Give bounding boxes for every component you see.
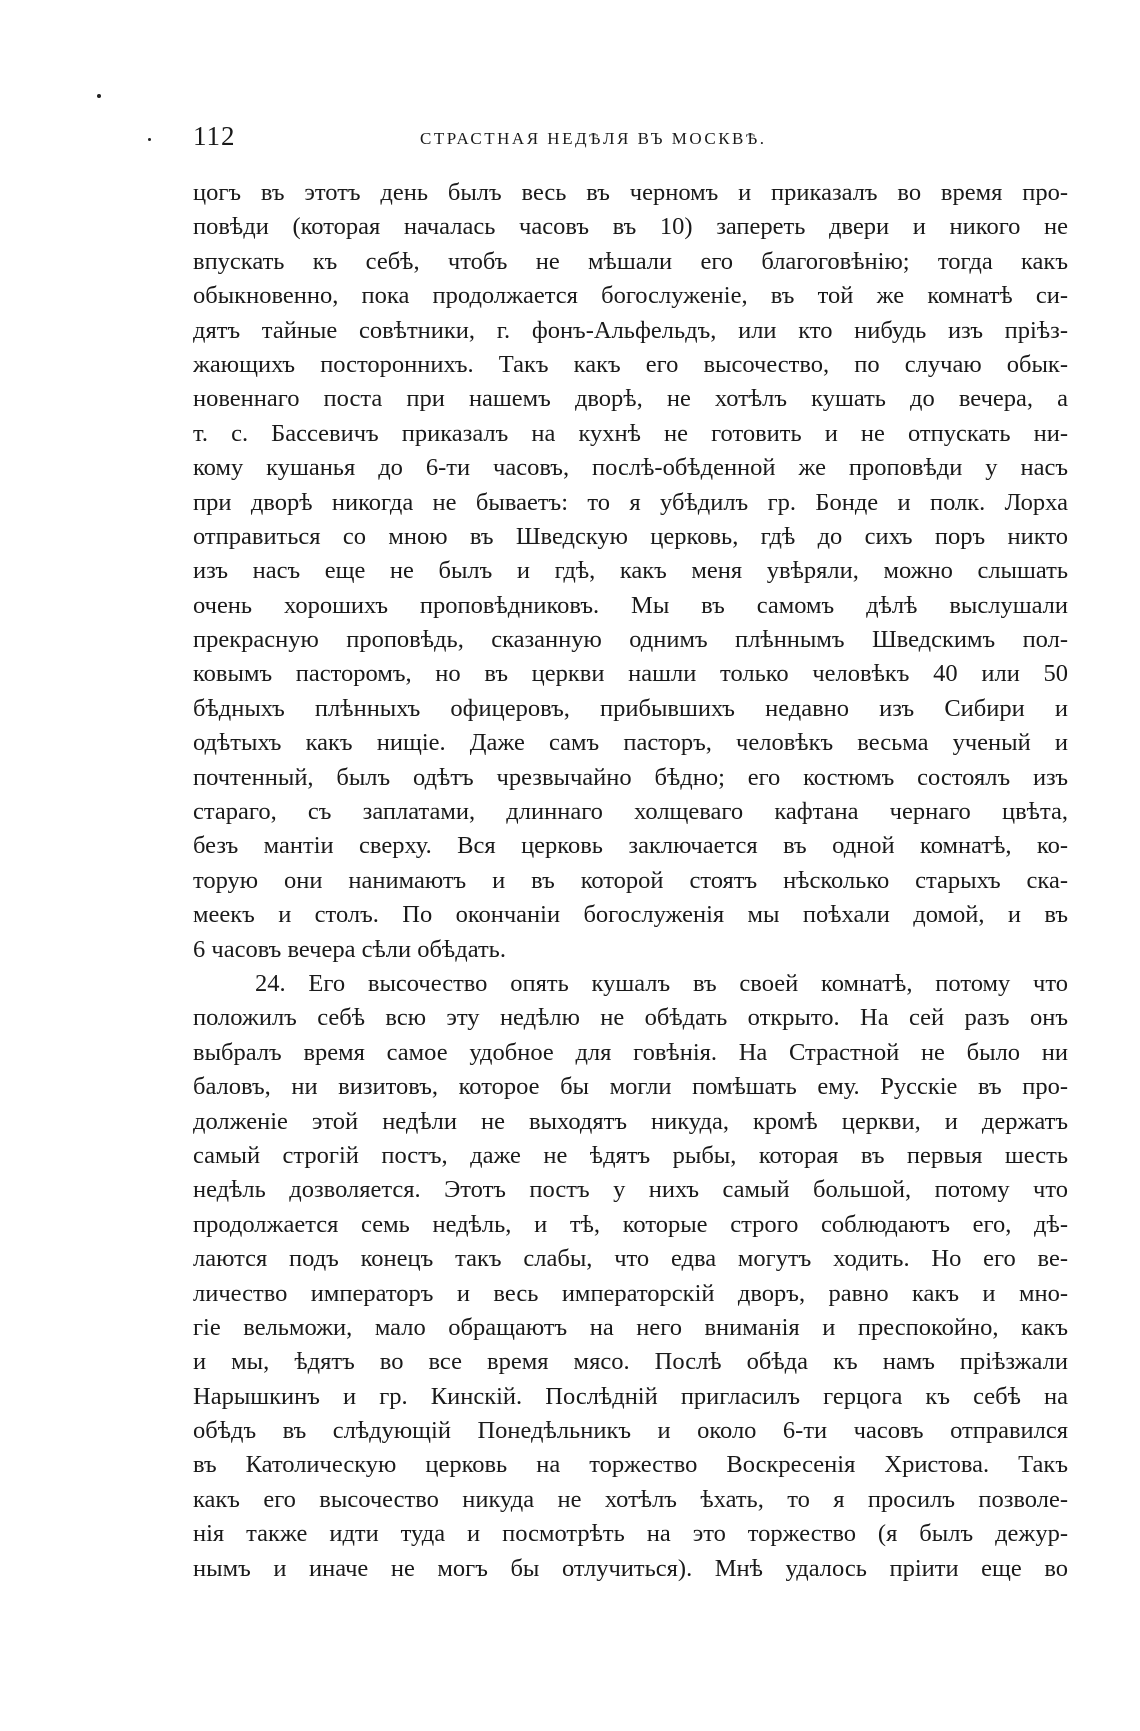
text-line: прекрасную проповѣдь, сказанную однимъ плѣннымъ Шведскимъ пол- [193, 626, 1068, 654]
text-line: самый строгій постъ, даже не ѣдятъ рыбы, которая въ первыя шесть [193, 1141, 1068, 1169]
body-text [193, 176, 1068, 1586]
text-line: почтенный, былъ одѣтъ чрезвычайно бѣдно; его костюмъ состоялъ изъ [193, 763, 1068, 791]
text-line: новеннаго поста при нашемъ дворѣ, не хотѣлъ кушать до вечера, а [193, 385, 1068, 413]
text-line: меекъ и столъ. По окончаніи богослуженія мы поѣхали домой, и въ [193, 901, 1068, 929]
text-line: одѣтыхъ какъ нищіе. Даже самъ пасторъ, человѣкъ весьма ученый и [193, 729, 1068, 757]
text-line: ковымъ пасторомъ, но въ церкви нашли только человѣкъ 40 или 50 [193, 660, 1068, 688]
text-line: положилъ себѣ всю эту недѣлю не обѣдать открыто. На сей разъ онъ [193, 1004, 1068, 1032]
print-speck [97, 94, 101, 98]
text-line: повѣди (которая началась часовъ въ 10) запереть двери и никого не [193, 213, 1068, 241]
text-line: нымъ и иначе не могъ бы отлучиться). Мнѣ удалось пріити еще во [193, 1554, 1068, 1582]
text-line: долженіе этой недѣли не выходятъ никуда, кромѣ церкви, и держатъ [193, 1107, 1068, 1135]
print-speck [148, 138, 151, 141]
text-line: отправиться со мною въ Шведскую церковь, гдѣ до сихъ поръ никто [193, 522, 1068, 550]
text-line: недѣль дозволяется. Этотъ постъ у нихъ самый большой, потому что [193, 1176, 1068, 1204]
page-number: 112 [193, 121, 236, 151]
text-line: при дворѣ никогда не бываетъ: то я убѣдилъ гр. Бонде и полк. Лорха [193, 488, 1068, 516]
text-line: стараго, съ заплатами, длиннаго холщеваго кафтана чернаго цвѣта, [193, 798, 1068, 826]
text-line: очень хорошихъ проповѣдниковъ. Мы въ самомъ дѣлѣ выслушали [193, 591, 1068, 619]
text-line: баловъ, ни визитовъ, которое бы могли помѣшать ему. Русскіе въ про- [193, 1073, 1068, 1101]
text-line: дятъ тайные совѣтники, г. фонъ-Альфельдъ, или кто нибудь изъ пріѣз- [193, 316, 1068, 344]
text-line: обыкновенно, пока продолжается богослуженіе, въ той же комнатѣ си- [193, 282, 1068, 310]
text-line: обѣдъ въ слѣдующій Понедѣльникъ и около 6-ти часовъ отправился [193, 1417, 1068, 1445]
text-line: бѣдныхъ плѣнныхъ офицеровъ, прибывшихъ недавно изъ Сибири и [193, 694, 1068, 722]
text-line: какъ его высочество никуда не хотѣлъ ѣхать, то я просилъ позволе- [193, 1485, 1068, 1513]
text-line: въ Католическую церковь на торжество Воскресенія Христова. Такъ [193, 1451, 1068, 1479]
text-line: Нарышкинъ и гр. Кинскій. Послѣдній пригласилъ герцога къ себѣ на [193, 1382, 1068, 1410]
text-line: и мы, ѣдятъ во все время мясо. Послѣ обѣда къ намъ пріѣзжали [193, 1348, 1068, 1376]
paragraph-start-line: 24. Его высочество опять кушалъ въ своей комнатѣ, потому что [255, 969, 1068, 997]
text-line: изъ насъ еще не былъ и гдѣ, какъ меня увѣряли, можно слышать [193, 557, 1068, 585]
paragraph-end-line: 6 часовъ вечера сѣли обѣдать. [193, 935, 506, 963]
text-line: гіе вельможи, мало обращаютъ на него вниманія и преспокойно, какъ [193, 1313, 1068, 1341]
text-line: выбралъ время самое удобное для говѣнія. На Страстной не было ни [193, 1038, 1068, 1066]
text-line: т. с. Бассевичъ приказалъ на кухнѣ не готовить и не отпускать ни- [193, 419, 1068, 447]
text-line: жающихъ постороннихъ. Такъ какъ его высочество, по случаю обык- [193, 350, 1068, 378]
text-line: торую они нанимаютъ и въ которой стоятъ нѣсколько старыхъ ска- [193, 866, 1068, 894]
running-head: СТРАСТНАЯ НЕДѢЛЯ ВЪ МОСКВѢ. [420, 129, 767, 148]
text-line: личество императоръ и весь императорскій дворъ, равно какъ и мно- [193, 1279, 1068, 1307]
text-line: нія также идти туда и посмотрѣть на это торжество (я былъ дежур- [193, 1520, 1068, 1548]
text-line: лаются подъ конецъ такъ слабы, что едва могутъ ходить. Но его ве- [193, 1245, 1068, 1273]
text-line: продолжается семь недѣль, и тѣ, которые строго соблюдаютъ его, дѣ- [193, 1210, 1068, 1238]
text-line: безъ мантіи сверху. Вся церковь заключается въ одной комнатѣ, ко- [193, 832, 1068, 860]
text-line: цогъ въ этотъ день былъ весь въ черномъ и приказалъ во время про- [193, 179, 1068, 206]
text-line: кому кушанья до 6-ти часовъ, послѣ-обѣденной же проповѣди у насъ [193, 454, 1068, 482]
text-line: впускать къ себѣ, чтобъ не мѣшали его благоговѣнію; тогда какъ [193, 247, 1068, 275]
